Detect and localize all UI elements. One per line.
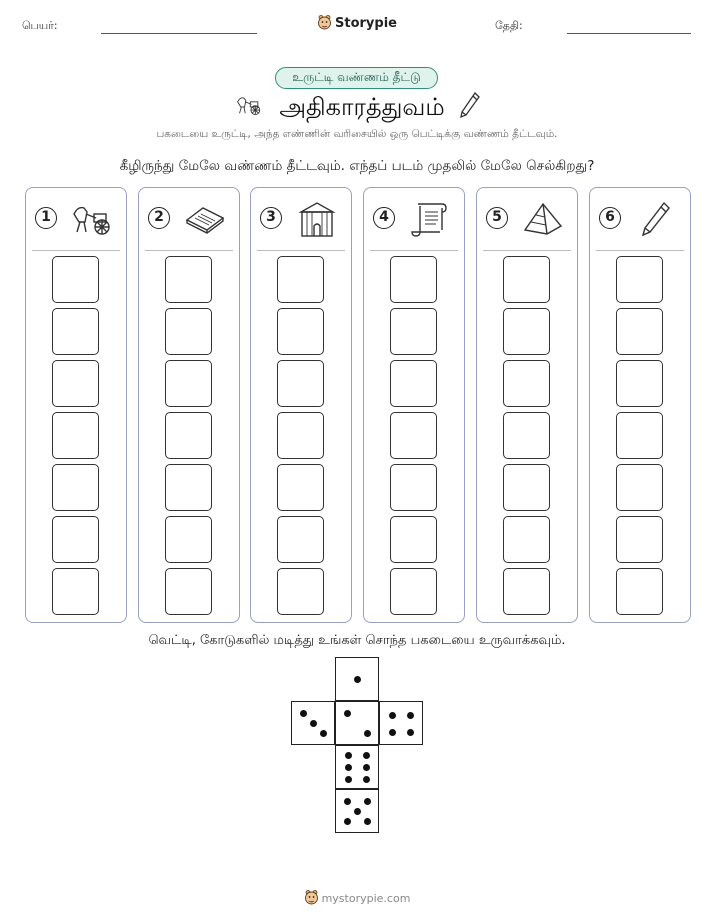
die-face-1 (335, 657, 379, 701)
pip (344, 818, 351, 825)
color-box[interactable] (165, 412, 212, 459)
storypie-logo-icon (304, 889, 319, 908)
color-box[interactable] (390, 516, 437, 563)
pip (344, 798, 351, 805)
color-box[interactable] (503, 308, 550, 355)
color-box[interactable] (277, 256, 324, 303)
column-4 (363, 187, 465, 623)
color-box[interactable] (165, 516, 212, 563)
color-box[interactable] (277, 516, 324, 563)
pip (407, 729, 414, 736)
color-box[interactable] (390, 412, 437, 459)
storypie-logo-icon (317, 14, 332, 34)
color-box[interactable] (503, 464, 550, 511)
pip (363, 764, 370, 771)
die-face-2 (335, 701, 379, 745)
pip (389, 729, 396, 736)
divider (32, 250, 120, 251)
die-face-3 (291, 701, 335, 745)
color-box[interactable] (52, 568, 99, 615)
column-number: 5 (486, 207, 508, 229)
footer-url[interactable]: mystorypie.com (321, 892, 411, 905)
color-box[interactable] (52, 516, 99, 563)
color-box[interactable] (52, 412, 99, 459)
column-6 (589, 187, 691, 623)
color-box[interactable] (616, 256, 663, 303)
color-box[interactable] (52, 464, 99, 511)
color-box[interactable] (390, 308, 437, 355)
color-box[interactable] (503, 568, 550, 615)
granary-icon (295, 200, 339, 238)
pip (345, 776, 352, 783)
color-box[interactable] (503, 412, 550, 459)
pyramid-icon (521, 200, 565, 238)
color-box[interactable] (277, 360, 324, 407)
name-label: பெயர்: (22, 19, 58, 32)
pip (310, 720, 317, 727)
color-box[interactable] (390, 256, 437, 303)
die-face-6 (335, 745, 379, 789)
subtitle: பகடையை உருட்டி, அந்த எண்ணின் வரிசையில் ஒரு பெட்டிக்கு வண்ணம் தீட்டவும். (156, 128, 558, 140)
color-box[interactable] (503, 256, 550, 303)
footer (0, 889, 714, 908)
pip (354, 676, 361, 683)
brand-logo (0, 14, 714, 34)
pip (364, 798, 371, 805)
color-box[interactable] (277, 464, 324, 511)
color-box[interactable] (616, 516, 663, 563)
die-face-4 (379, 701, 423, 745)
divider (370, 250, 458, 251)
pip (389, 712, 396, 719)
clay-tablet-icon (183, 200, 227, 238)
column-number: 6 (599, 207, 621, 229)
instruction: கீழிருந்து மேலே வண்ணம் தீட்டவும். எந்தப் படம் முதலில் மேலே செல்கிறது? (119, 158, 595, 174)
pip (344, 710, 351, 717)
color-box[interactable] (503, 516, 550, 563)
pip (364, 730, 371, 737)
pencil-icon (458, 90, 482, 126)
page-title-row (0, 90, 714, 126)
color-box[interactable] (52, 360, 99, 407)
color-box[interactable] (616, 412, 663, 459)
color-box[interactable] (165, 568, 212, 615)
date-label: தேதி: (495, 19, 523, 32)
color-box[interactable] (390, 464, 437, 511)
pip (363, 776, 370, 783)
color-box[interactable] (616, 464, 663, 511)
color-box[interactable] (390, 568, 437, 615)
die-face-5 (335, 789, 379, 833)
color-box[interactable] (165, 360, 212, 407)
color-box[interactable] (503, 360, 550, 407)
color-box[interactable] (390, 360, 437, 407)
chariot-icon (70, 200, 114, 238)
color-box[interactable] (277, 412, 324, 459)
divider (257, 250, 345, 251)
divider (145, 250, 233, 251)
pip (364, 818, 371, 825)
color-box[interactable] (52, 256, 99, 303)
divider (596, 250, 684, 251)
column-3 (250, 187, 352, 623)
cut-instruction: வெட்டி, கோடுகளில் மடித்து உங்கள் சொந்த பகடையை உருவாக்கவும். (148, 633, 566, 648)
pip (320, 730, 327, 737)
scroll-icon (408, 200, 452, 238)
column-number: 1 (35, 207, 57, 229)
activity-badge: உருட்டி வண்ணம் தீட்டு (275, 67, 438, 89)
color-box[interactable] (165, 464, 212, 511)
color-box[interactable] (616, 360, 663, 407)
pip (300, 710, 307, 717)
pip (407, 712, 414, 719)
column-2 (138, 187, 240, 623)
divider (483, 250, 571, 251)
brand-name: Storypie (335, 16, 397, 31)
pencil-icon (634, 200, 678, 238)
color-box[interactable] (165, 308, 212, 355)
pip (354, 808, 361, 815)
chariot-icon (232, 93, 266, 123)
column-number: 3 (260, 207, 282, 229)
date-line (567, 33, 691, 34)
color-box[interactable] (165, 256, 212, 303)
color-box[interactable] (277, 568, 324, 615)
column-number: 4 (373, 207, 395, 229)
color-box[interactable] (277, 308, 324, 355)
pip (363, 752, 370, 759)
color-box[interactable] (616, 568, 663, 615)
column-5 (476, 187, 578, 623)
color-box[interactable] (52, 308, 99, 355)
color-box[interactable] (616, 308, 663, 355)
pip (345, 752, 352, 759)
column-1 (25, 187, 127, 623)
page-title: அதிகாரத்துவம் (279, 93, 445, 121)
column-number: 2 (148, 207, 170, 229)
pip (345, 764, 352, 771)
